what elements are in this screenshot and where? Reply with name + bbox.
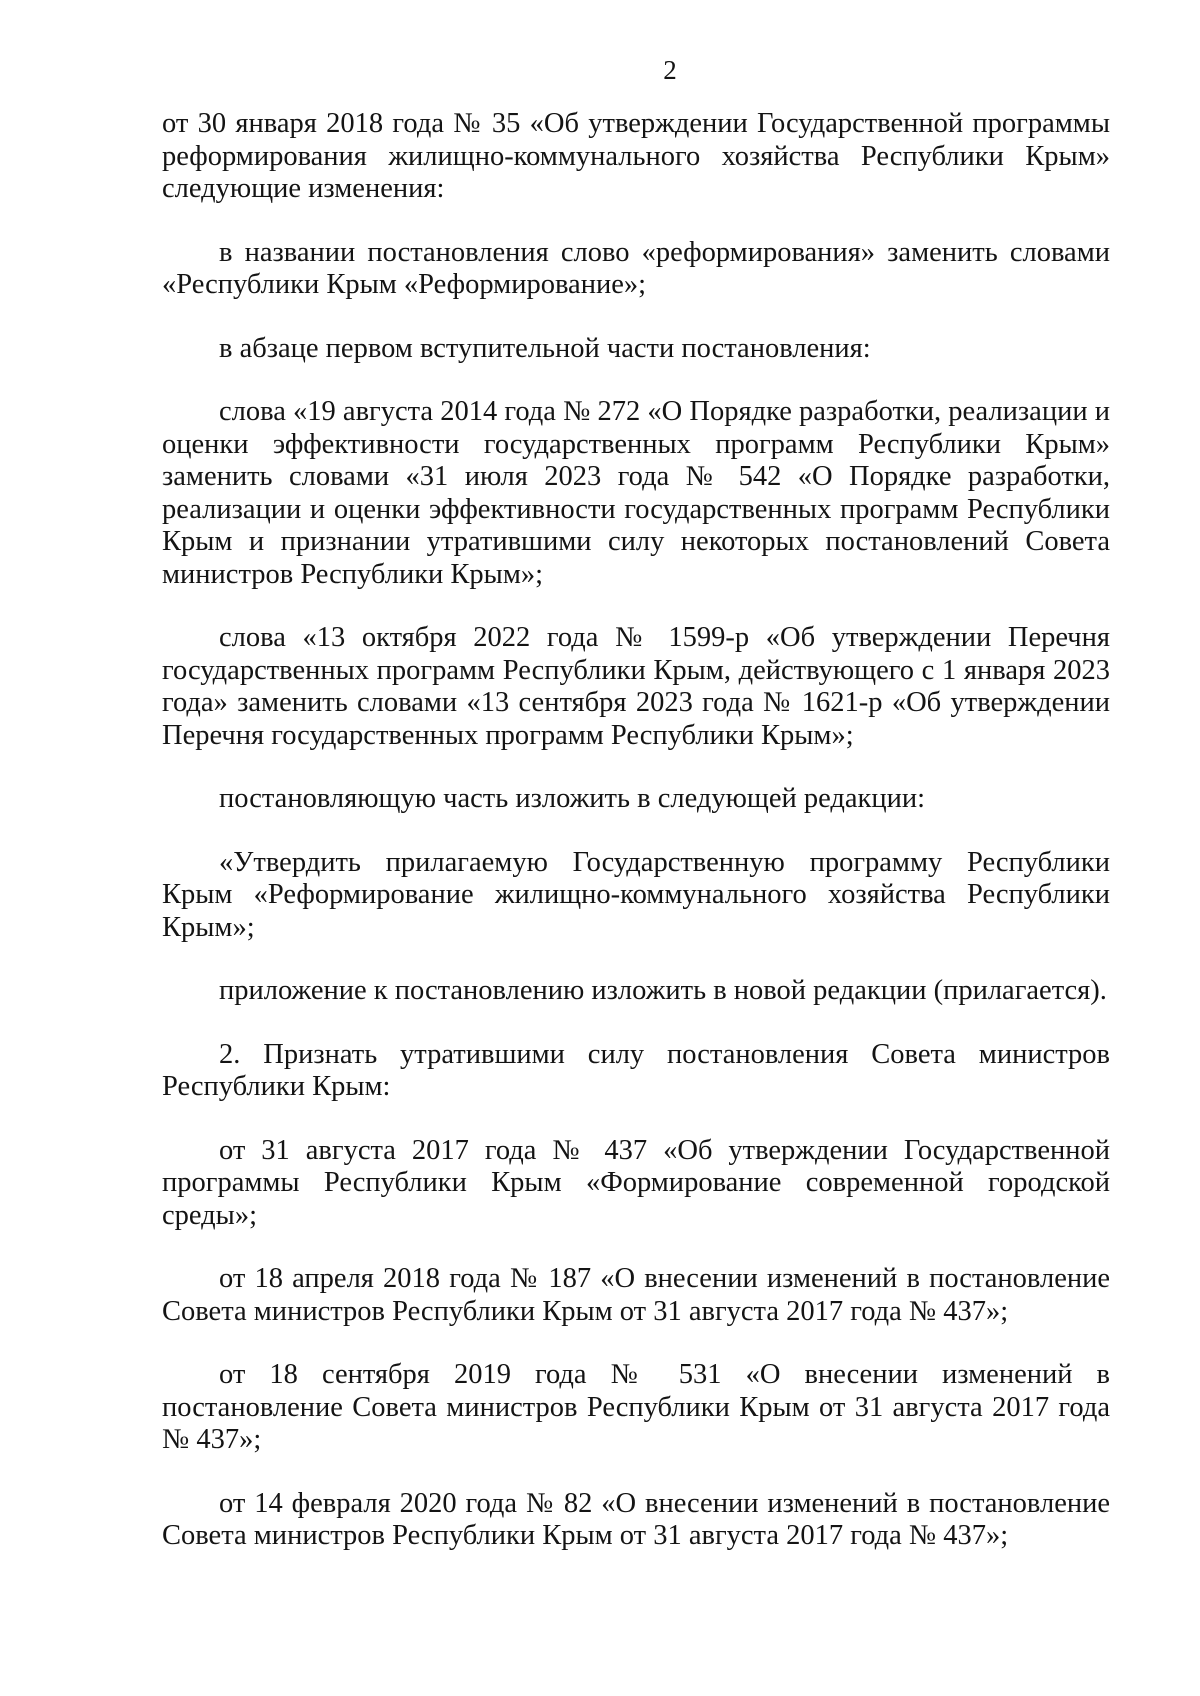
page-number: 2 (663, 55, 677, 85)
paragraph-amendment-intro: от 30 января 2018 года № 35 «Об утверждении Государственной программы реформирования жилищно-коммунального хозяйства Республики Крым» следующие изменения: (162, 108, 1110, 204)
paragraph-appendix: приложение к постановлению изложить в новой редакции (прилагается). (219, 975, 1107, 1006)
paragraph-repealed-4: от 14 февраля 2020 года № 82 «О внесении изменений в постановление Совета министров Республики Крым от 31 августа 2017 года № 437»; (162, 1487, 1110, 1551)
paragraph-approve-program: «Утвердить прилагаемую Государственную программу Республики Крым «Реформирование жилищно-коммунального хозяйства Республики Крым»; (162, 846, 1110, 943)
paragraph-repealed-1: от 31 августа 2017 года № 437 «Об утверждении Государственной программы Республики Крым «Формирование современной городской среды»; (162, 1134, 1110, 1231)
paragraph-item-2: 2. Признать утратившими силу постановления Совета министров Республики Крым: (162, 1038, 1110, 1102)
paragraph-words-replacement-1: слова «19 августа 2014 года № 272 «О Порядке разработки, реализации и оценки эффективности государственных программ Республики Крым» заменить словами «31 июля 2023 года № 542 «О Порядке разработки, реализации и оценки эффективности государственных программ Республики Крым и признании утратившими силу некоторых постановлений Совета министров Республики Крым»; (162, 396, 1110, 590)
paragraph-title-change: в названии постановления слово «реформирования» заменить словами «Республики Крым «Реформирование»; (162, 236, 1110, 300)
paragraph-words-replacement-2: слова «13 октября 2022 года № 1599-р «Об утверждении Перечня государственных программ Республики Крым, действующего с 1 января 2023 года» заменить словами «13 сентября 2023 года № 1621-р «Об утверждении Перечня государственных программ Республики Крым»; (162, 622, 1110, 751)
paragraph-repealed-2: от 18 апреля 2018 года № 187 «О внесении изменений в постановление Совета министров Республики Крым от 31 августа 2017 года № 437»; (162, 1263, 1110, 1327)
paragraph-preamble-change: в абзаце первом вступительной части постановления: (219, 332, 871, 364)
paragraph-repealed-3: от 18 сентября 2019 года № 531 «О внесении изменений в постановление Совета министров Республики Крым от 31 августа 2017 года № 437»; (162, 1359, 1110, 1455)
paragraph-operative-part: постановляющую часть изложить в следующей редакции: (219, 783, 926, 814)
document-body (162, 108, 1110, 1584)
